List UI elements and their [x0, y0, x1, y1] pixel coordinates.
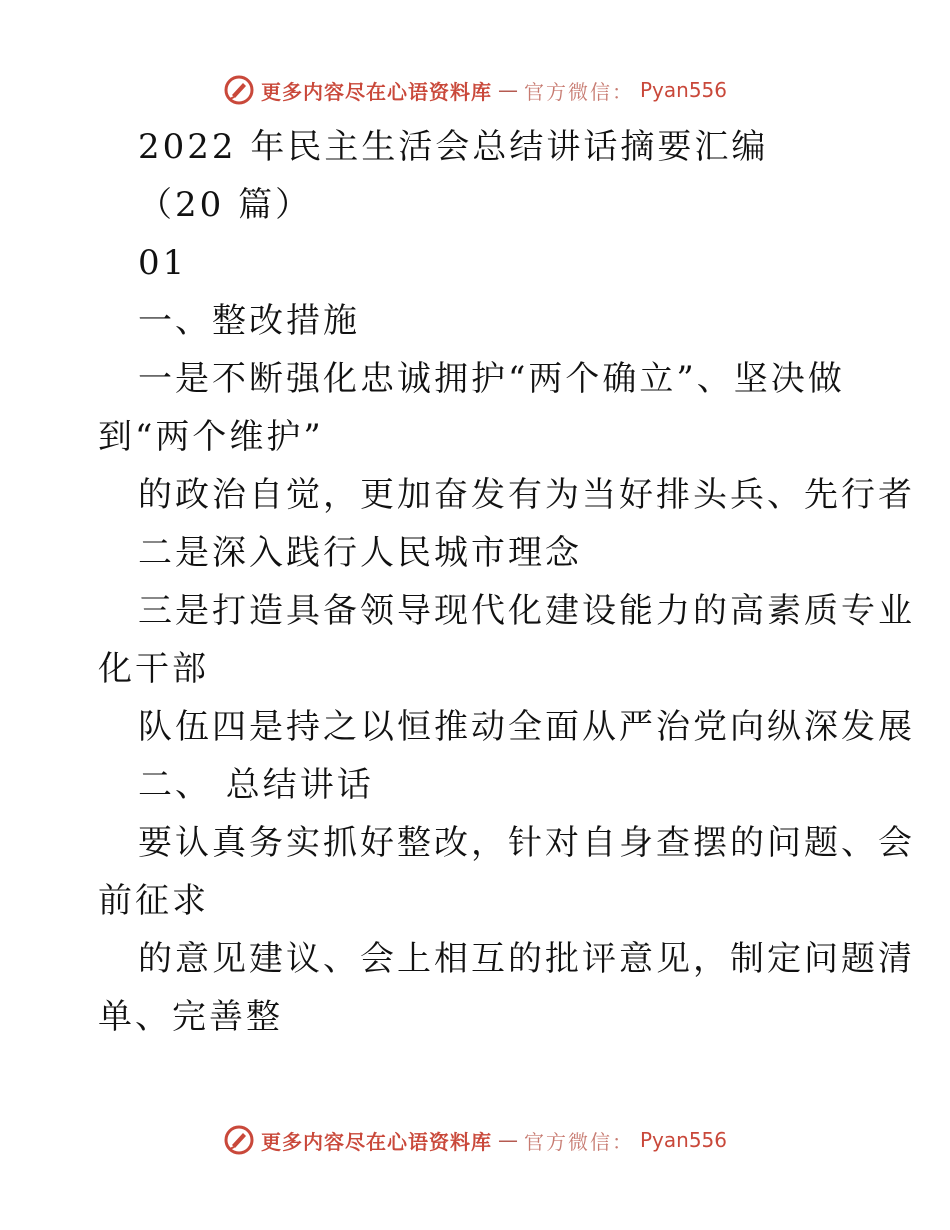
- paragraph-line: 一是不断强化忠诚拥护“两个确立”、坚决做: [138, 359, 845, 399]
- paragraph-line: 的政治自觉，更加奋发有为当好排头兵、先行者: [138, 475, 915, 515]
- header-banner: [0, 70, 950, 110]
- paragraph-line: 二是深入践行人民城市理念: [138, 533, 582, 573]
- paragraph-line: 队伍四是持之以恒推动全面从严治党向纵深发展: [138, 707, 915, 747]
- banner-wechat-id: Pyan556: [639, 78, 727, 102]
- document-body: [98, 118, 915, 1046]
- banner-brand-text: 更多内容尽在心语资料库: [260, 1129, 492, 1154]
- banner-dash: —: [497, 1128, 518, 1152]
- seal-logo-icon: [223, 1124, 255, 1156]
- banner-wechat-label: 官方微信：: [523, 1129, 634, 1154]
- banner-wechat-label: 官方微信：: [523, 79, 634, 104]
- section-number: 01: [138, 243, 188, 283]
- banner-dash: —: [497, 78, 518, 102]
- document-title-line-2: （20 篇）: [138, 185, 313, 225]
- footer-banner: [0, 1120, 950, 1160]
- paragraph-line: 的意见建议、会上相互的批评意见，制定问题清: [138, 939, 915, 979]
- paragraph-line: 前征求: [98, 881, 209, 921]
- banner-wechat-id: Pyan556: [639, 1128, 727, 1152]
- banner-brand-text: 更多内容尽在心语资料库: [260, 79, 492, 104]
- document-title-line-1: 2022 年民主生活会总结讲话摘要汇编: [138, 127, 769, 167]
- section-heading-2: 二、 总结讲话: [138, 765, 374, 805]
- section-heading-1: 一、整改措施: [138, 301, 360, 341]
- paragraph-line: 单、完善整: [98, 997, 283, 1037]
- paragraph-line: 要认真务实抓好整改，针对自身查摆的问题、会: [138, 823, 915, 863]
- paragraph-line: 三是打造具备领导现代化建设能力的高素质专业: [138, 591, 915, 631]
- paragraph-line: 到“两个维护”: [98, 417, 324, 457]
- seal-logo-icon: [223, 74, 255, 106]
- paragraph-line: 化干部: [98, 649, 209, 689]
